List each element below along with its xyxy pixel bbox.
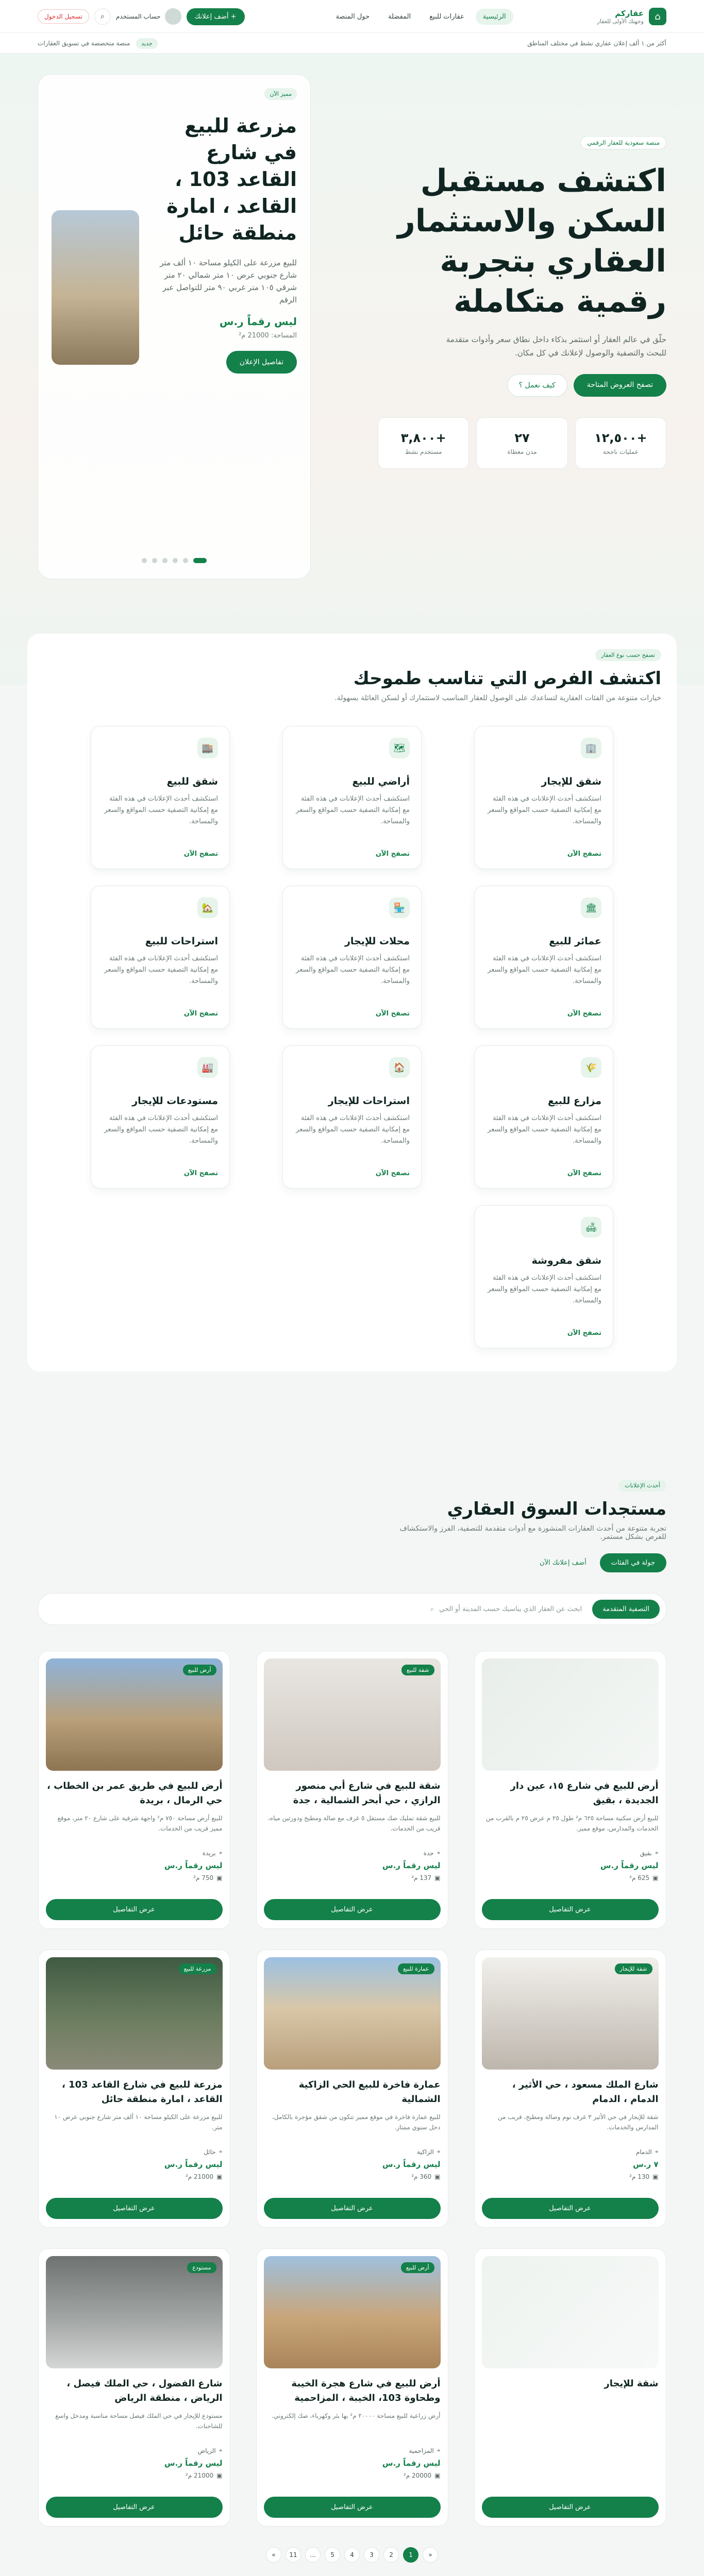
listing-title[interactable]: أرض للبيع في شارع هجرة الخيبة وطحاوة 103، الخيبة ، المزاحمية [291,2378,441,2403]
category-card[interactable] [282,1045,422,1189]
featured-price: ليس رقماً ر.س [219,315,297,328]
listing-price: ليس رقماً ر.س [600,1861,659,1870]
listing-card[interactable] [256,1950,448,2228]
listing-location [46,2148,223,2156]
stat-label: مستخدم نشط [405,448,442,455]
listing-price: ليس رقماً ر.س [164,2459,223,2468]
listing-card[interactable] [256,1651,448,1929]
category-description: استكشف أحدث الإعلانات في هذه الفئة مع إمكانية التصفية حسب المواقع والسعر والمساحة. [104,955,218,985]
listing-description: للبيع شقة تمليك صك مستقل ٥ غرف مع صالة ومطبخ ودورتين مياه، قريب من الخدمات. [267,1815,441,1832]
listing-title[interactable]: شقة للإيجار [604,2378,659,2389]
pagination-page[interactable]: ... [305,2547,321,2563]
category-name: استراحات للبيع [145,936,218,947]
nav-favorites[interactable]: المفضلة [388,12,411,21]
listing-area [46,1874,223,1882]
featured-details-button[interactable]: تفاصيل الإعلان [226,351,297,374]
listing-details-button[interactable]: عرض التفاصيل [46,1899,223,1920]
pagination-page[interactable]: 4 [344,2547,360,2563]
category-description: استكشف أحدث الإعلانات في هذه الفئة مع إمكانية التصفية حسب المواقع والسعر والمساحة. [488,1114,601,1145]
area-icon: ▣ [652,1874,659,1882]
listing-location-text: جدة [423,1849,434,1857]
pagination-page[interactable]: 11 [286,2547,301,2563]
category-name: عمائر للبيع [549,936,601,947]
bag-icon[interactable]: ⌕ [94,8,111,25]
carousel-dot[interactable] [152,558,157,563]
listing-title[interactable]: أرض للبيع في طريق عمر بن الخطاب ، حي الرمال ، بريدة [47,1781,223,1806]
listing-location [264,2148,441,2156]
subbar-right-note: منصة متخصصة في تسويق العقارات [38,40,130,47]
location-pin-icon: ⌖ [219,2447,223,2454]
category-browse-link[interactable]: تصفح الآن [567,1170,601,1177]
category-icon: 🏬 [197,738,218,758]
featured-description: للبيع مزرعة على الكيلو مساحة ١٠ ألف متر شارع جنوبي عرض ١٠ متر شمالي ٢٠ متر شرقي ١٠٥ متر غربي ٩٠ متر للتواصل عبر الرقم [160,258,297,304]
category-name: استراحات للإيجار [328,1095,410,1107]
listing-details-button[interactable]: عرض التفاصيل [264,1899,441,1920]
listing-image[interactable] [46,1658,223,1771]
listing-title[interactable]: شارع الملك مسعود ، حي الأثير ، الدمام ، الدمام [512,2079,659,2105]
category-card[interactable] [282,886,422,1029]
listing-details-button[interactable]: عرض التفاصيل [46,2198,223,2219]
nav-home[interactable]: الرئيسية [476,9,513,25]
listing-area-text: 137 م² [411,1874,432,1882]
category-description: استكشف أحدث الإعلانات في هذه الفئة مع إمكانية التصفية حسب المواقع والسعر والمساحة. [296,1114,410,1145]
listing-type-badge: عمارة للبيع [398,1963,434,1974]
listing-area-text: 21000 م² [185,2472,214,2479]
listing-area-text: 130 م² [629,2173,650,2180]
area-icon: ▣ [434,2173,441,2180]
listing-area-text: 21000 م² [185,2173,214,2180]
listing-description: للبيع مزرعة على الكيلو مساحة ١٠ ألف متر شارع جنوبي عرض ١٠ متر. [54,2113,223,2131]
area-icon: ▣ [434,2472,441,2479]
listing-price: ليس رقماً ر.س [382,2160,441,2169]
categories-description: خيارات متنوعة من الفئات العقارية لتساعدك على الوصول للعقار المناسب لاستثمارك أو لسكن العائلة بسهولة. [334,694,661,702]
area-icon: ▣ [216,1874,223,1882]
listing-description: للبيع أرض مساحة ٧٥٠ م² واجهة شرقية على شارع ٢٠ متر، موقع مميز قريب من الخدمات. [57,1815,223,1832]
category-browse-link[interactable]: تصفح الآن [375,850,410,858]
listing-price: ليس رقماً ر.س [382,1861,441,1870]
category-name: شقق مفروشة [531,1255,601,1266]
listing-image[interactable] [482,1957,659,2070]
stat-card [378,417,469,469]
listing-location-text: الدمام [635,2148,652,2156]
listing-card[interactable] [474,1950,666,2228]
listing-card[interactable] [38,2248,230,2527]
listing-price: ليس رقماً ر.س [164,1861,223,1870]
featured-title: مزرعة للبيع في شارع القاعد 103 ، القاعد ، امارة منطقة حائل [166,114,297,244]
logo-icon: ⌂ [649,8,666,25]
hero-description: حلّق في عالم العقار أو استثمر بذكاء داخل نطاق سعر وأدوات متقدمة للبحث والتصفية والوصول لإعلانك في كل مكان. [446,335,666,358]
category-icon: 🏡 [197,897,218,918]
listing-description: شقة للإيجار في حي الأثير ٣ غرف نوم وصالة ومطبخ، قريب من المدارس والخدمات. [497,2113,659,2131]
category-card[interactable] [474,1045,613,1189]
listing-image[interactable] [46,2256,223,2368]
search-input[interactable] [44,1605,592,1613]
category-card[interactable] [474,886,613,1029]
stat-card [476,417,567,469]
listing-area [46,2173,223,2180]
listing-location [482,2148,659,2156]
listing-area-text: 625 م² [629,1874,650,1882]
category-name: شقق للبيع [166,776,218,787]
listing-type-badge: شقة للإيجار [615,1963,652,1974]
listing-location [264,2447,441,2454]
category-browse-link[interactable]: تصفح الآن [567,1010,601,1018]
listing-area-text: 360 م² [411,2173,432,2180]
listing-details-button[interactable]: عرض التفاصيل [264,2497,441,2518]
listing-description: للبيع عمارة فاخرة في موقع مميز تتكون من شقق مؤجرة بالكامل، دخل سنوي ممتاز. [272,2113,441,2131]
category-icon: 🌾 [581,1057,601,1078]
advanced-filter-button[interactable]: التصفية المتقدمة [592,1600,660,1619]
stat-label: عمليات ناجحة [602,448,639,455]
categories-section [27,634,677,1371]
listing-image[interactable] [264,1957,441,2070]
listing-details-button[interactable]: عرض التفاصيل [482,2198,659,2219]
user-label: حساب المستخدم [115,13,161,20]
listing-location-text: حائل [204,2148,216,2156]
listing-title[interactable]: عمارة فاخرة للبيع الحي الزاكية الشمالية [298,2079,441,2105]
category-card[interactable] [91,1045,230,1189]
category-description: استكشف أحدث الإعلانات في هذه الفئة مع إمكانية التصفية حسب المواقع والسعر والمساحة. [104,1114,218,1145]
listing-details-button[interactable]: عرض التفاصيل [46,2497,223,2518]
location-pin-icon: ⌖ [219,1849,223,1856]
category-card[interactable] [474,1205,613,1348]
user-menu[interactable] [116,8,181,25]
top-header [0,0,704,33]
pagination-page[interactable]: 1 [403,2547,418,2563]
listing-details-button[interactable]: عرض التفاصيل [482,2497,659,2518]
category-description: استكشف أحدث الإعلانات في هذه الفئة مع إمكانية التصفية حسب المواقع والسعر والمساحة. [296,955,410,985]
categories-tour-button[interactable]: جولة في الفئات [600,1553,666,1572]
category-description: استكشف أحدث الإعلانات في هذه الفئة مع إمكانية التصفية حسب المواقع والسعر والمساحة. [488,1274,601,1304]
category-browse-link[interactable]: تصفح الآن [375,1170,410,1177]
carousel-dot[interactable] [142,558,147,563]
category-icon: 🏛 [581,897,601,918]
category-browse-link[interactable]: تصفح الآن [567,850,601,858]
category-browse-link[interactable]: تصفح الآن [183,850,218,858]
listing-description: أرض زراعية للبيع مساحة ٢٠٠٠٠ م² بها بئر وكهرباء، صك إلكتروني. [271,2412,441,2419]
browse-offers-button[interactable]: تصفح العروض المتاحة [574,374,666,397]
logo-name: عقاركم [615,8,644,18]
category-browse-link[interactable]: تصفح الآن [183,1170,218,1177]
category-name: مستودعات للإيجار [132,1095,218,1107]
listing-area [264,2173,441,2180]
pagination-page[interactable]: 2 [383,2547,399,2563]
stat-label: مدن مغطاة [507,448,537,455]
stat-value: +١٢,٥٠٠ [594,431,647,445]
search-placeholder: ابحث عن العقار الذي يناسبك حسب المدينة أو الحي [439,1605,582,1613]
how-it-works-button[interactable]: كيف نعمل ؟ [507,374,567,397]
main-nav [328,9,513,25]
listing-area-text: 750 م² [193,1874,214,1882]
category-icon: 🏪 [389,897,410,918]
category-icon: 🏠 [389,1057,410,1078]
listing-description: للبيع أرض سكنية مساحة ٦٢٥ م² طول ٢٥ م عرض ٢٥ م بالقرب من الخدمات والمدارس، موقع مميز. [485,1815,659,1832]
carousel-dot[interactable] [183,558,188,563]
listing-card[interactable] [38,1651,230,1929]
search-bar [38,1593,666,1625]
stat-card [575,417,666,469]
listings-description: تجربة متنوعة من أحدث العقارات المنشورة مع أدوات متقدمة للتصفية، الفرز والاستكشاف للفرص بشكل مستمر. [399,1524,666,1541]
area-icon: ▣ [216,2472,223,2479]
listing-location-text: بقيق [640,1849,652,1857]
sub-header [0,33,704,54]
location-pin-icon: ⌖ [219,2148,223,2155]
listing-details-button[interactable]: عرض التفاصيل [482,1899,659,1920]
listings-section [38,1371,666,2563]
carousel-dot[interactable] [162,558,167,563]
hero-section [0,54,704,685]
category-icon: 🏢 [581,738,601,758]
listing-location-text: المزاحمية [409,2447,434,2454]
listing-type-badge: أرض للبيع [183,1665,216,1675]
listing-area [264,1874,441,1882]
nav-about[interactable]: حول المنصة [336,12,370,21]
logo-subtitle: وجهتك الأولى للعقار [597,18,644,25]
add-listing-link[interactable]: أضف إعلانك الآن [540,1559,586,1567]
category-browse-link[interactable]: تصفح الآن [183,1010,218,1018]
category-name: شقق للإيجار [541,776,601,787]
search-icon: ⌕ [430,1605,434,1613]
listing-card[interactable] [256,2248,448,2527]
location-pin-icon: ⌖ [655,2148,659,2155]
pagination-page[interactable]: 5 [325,2547,340,2563]
category-icon: 🛋 [581,1217,601,1238]
hero-tag: منصة سعودية للعقار الرقمي [580,136,666,149]
listing-price: ٧ ر.س [633,2160,659,2169]
featured-badge: مميز الآن [264,88,297,100]
listing-title[interactable]: شارع الفضول ، حي الملك فيصل ، الرياض ، منطقة الرياض [66,2378,223,2403]
pagination-page[interactable]: » [266,2547,281,2563]
listing-title[interactable]: أرض للبيع في شارع ١٥، عين دار الجديدة ، بقيق [510,1781,659,1806]
featured-image [52,210,139,365]
category-browse-link[interactable]: تصفح الآن [375,1010,410,1018]
category-card[interactable] [474,726,613,869]
listings-title: مستجدات السوق العقاري [447,1499,666,1519]
listing-location [264,1849,441,1857]
listing-image[interactable] [264,1658,441,1771]
listing-image[interactable] [46,1957,223,2070]
category-card[interactable] [91,726,230,869]
listing-price: ليس رقماً ر.س [382,2459,441,2468]
listing-type-badge: مستودع [187,2262,216,2273]
category-description: استكشف أحدث الإعلانات في هذه الفئة مع إمكانية التصفية حسب المواقع والسعر والمساحة. [488,955,601,985]
listing-area [482,2173,659,2180]
category-description: استكشف أحدث الإعلانات في هذه الفئة مع إمكانية التصفية حسب المواقع والسعر والمساحة. [296,795,410,825]
category-name: أراضي للبيع [352,776,410,787]
new-badge: جديد [136,38,157,49]
listing-area [482,1874,659,1882]
listing-card[interactable] [474,1651,666,1929]
listing-title[interactable]: مزرعة للبيع في شارع القاعد 103 ، القاعد ، امارة منطقة حائل [62,2079,223,2105]
listing-price: ليس رقماً ر.س [164,2160,223,2169]
listing-area-text: 20000 م² [403,2472,432,2479]
location-pin-icon: ⌖ [655,1849,659,1856]
category-name: مزارع للبيع [547,1095,601,1107]
area-icon: ▣ [216,2173,223,2180]
category-icon: 🏭 [197,1057,218,1078]
pagination-page[interactable]: « [423,2547,438,2563]
category-card[interactable] [91,886,230,1029]
listing-description: مستودع للإيجار في حي الملك فيصل مساحة مناسبة ومدخل واسع للشاحنات. [55,2412,223,2430]
listing-details-button[interactable]: عرض التفاصيل [264,2198,441,2219]
category-name: محلات للإيجار [344,936,410,947]
featured-area: المساحة: 21000 م² [239,332,297,340]
nav-sale[interactable]: عقارات للبيع [429,12,464,21]
featured-listing-card [38,74,311,579]
listing-location [482,1849,659,1857]
category-description: استكشف أحدث الإعلانات في هذه الفئة مع إمكانية التصفية حسب المواقع والسعر والمساحة. [104,795,218,825]
carousel-dot[interactable] [193,558,207,563]
stat-value: ٢٧ [514,431,530,445]
listing-type-badge: أرض للبيع [401,2262,434,2273]
area-icon: ▣ [434,1874,441,1882]
carousel-dots [38,558,310,563]
listing-area [264,2472,441,2479]
listing-location-text: بريدة [202,1849,216,1857]
stat-value: +٣,٨٠٠ [400,431,446,445]
categories-title: اكتشف الفرص التي تناسب طموحك [353,668,661,689]
category-card[interactable] [282,726,422,869]
listing-area [46,2472,223,2479]
pagination-page[interactable]: 3 [364,2547,379,2563]
listing-type-badge: شقة للبيع [401,1665,434,1675]
categories-grid [43,726,661,1348]
logo[interactable] [597,8,666,25]
location-pin-icon: ⌖ [437,1849,441,1856]
listing-location [46,2447,223,2454]
listings-grid [38,1651,666,2527]
listing-image[interactable] [482,2256,659,2368]
stats-row [378,417,666,469]
listing-location [46,1849,223,1857]
subbar-note: أكثر من ١ ألف إعلان عقاري نشط في مختلف المناطق [527,40,666,47]
listing-card[interactable] [38,1950,230,2228]
listing-image[interactable] [264,2256,441,2368]
location-pin-icon: ⌖ [437,2447,441,2454]
listing-image[interactable] [482,1658,659,1771]
listing-location-text: الزاكية [417,2148,434,2156]
categories-tag: تصفح حسب نوع العقار [595,649,661,661]
add-listing-button[interactable]: + أضف إعلانك [187,8,245,25]
category-icon: 🗺 [389,738,410,758]
login-button[interactable]: تسجيل الدخول [38,9,89,24]
carousel-dot[interactable] [173,558,178,563]
listing-type-badge: مزرعة للبيع [179,1963,216,1974]
listing-location-text: الرياض [197,2447,216,2454]
listing-card[interactable] [474,2248,666,2527]
area-icon: ▣ [652,2173,659,2180]
pagination [38,2547,666,2563]
listing-title[interactable]: شقة للبيع في شارع أبي منصور الرازي ، حي أبحر الشمالية ، جدة [293,1781,441,1806]
category-browse-link[interactable]: تصفح الآن [567,1329,601,1337]
hero-title: اكتشف مستقبل السكن والاستثمار العقاري بتجربة رقمية متكاملة [397,163,666,319]
listings-tag: أحدث الإعلانات [618,1480,666,1492]
location-pin-icon: ⌖ [437,2148,441,2155]
category-description: استكشف أحدث الإعلانات في هذه الفئة مع إمكانية التصفية حسب المواقع والسعر والمساحة. [488,795,601,825]
avatar [165,8,181,25]
